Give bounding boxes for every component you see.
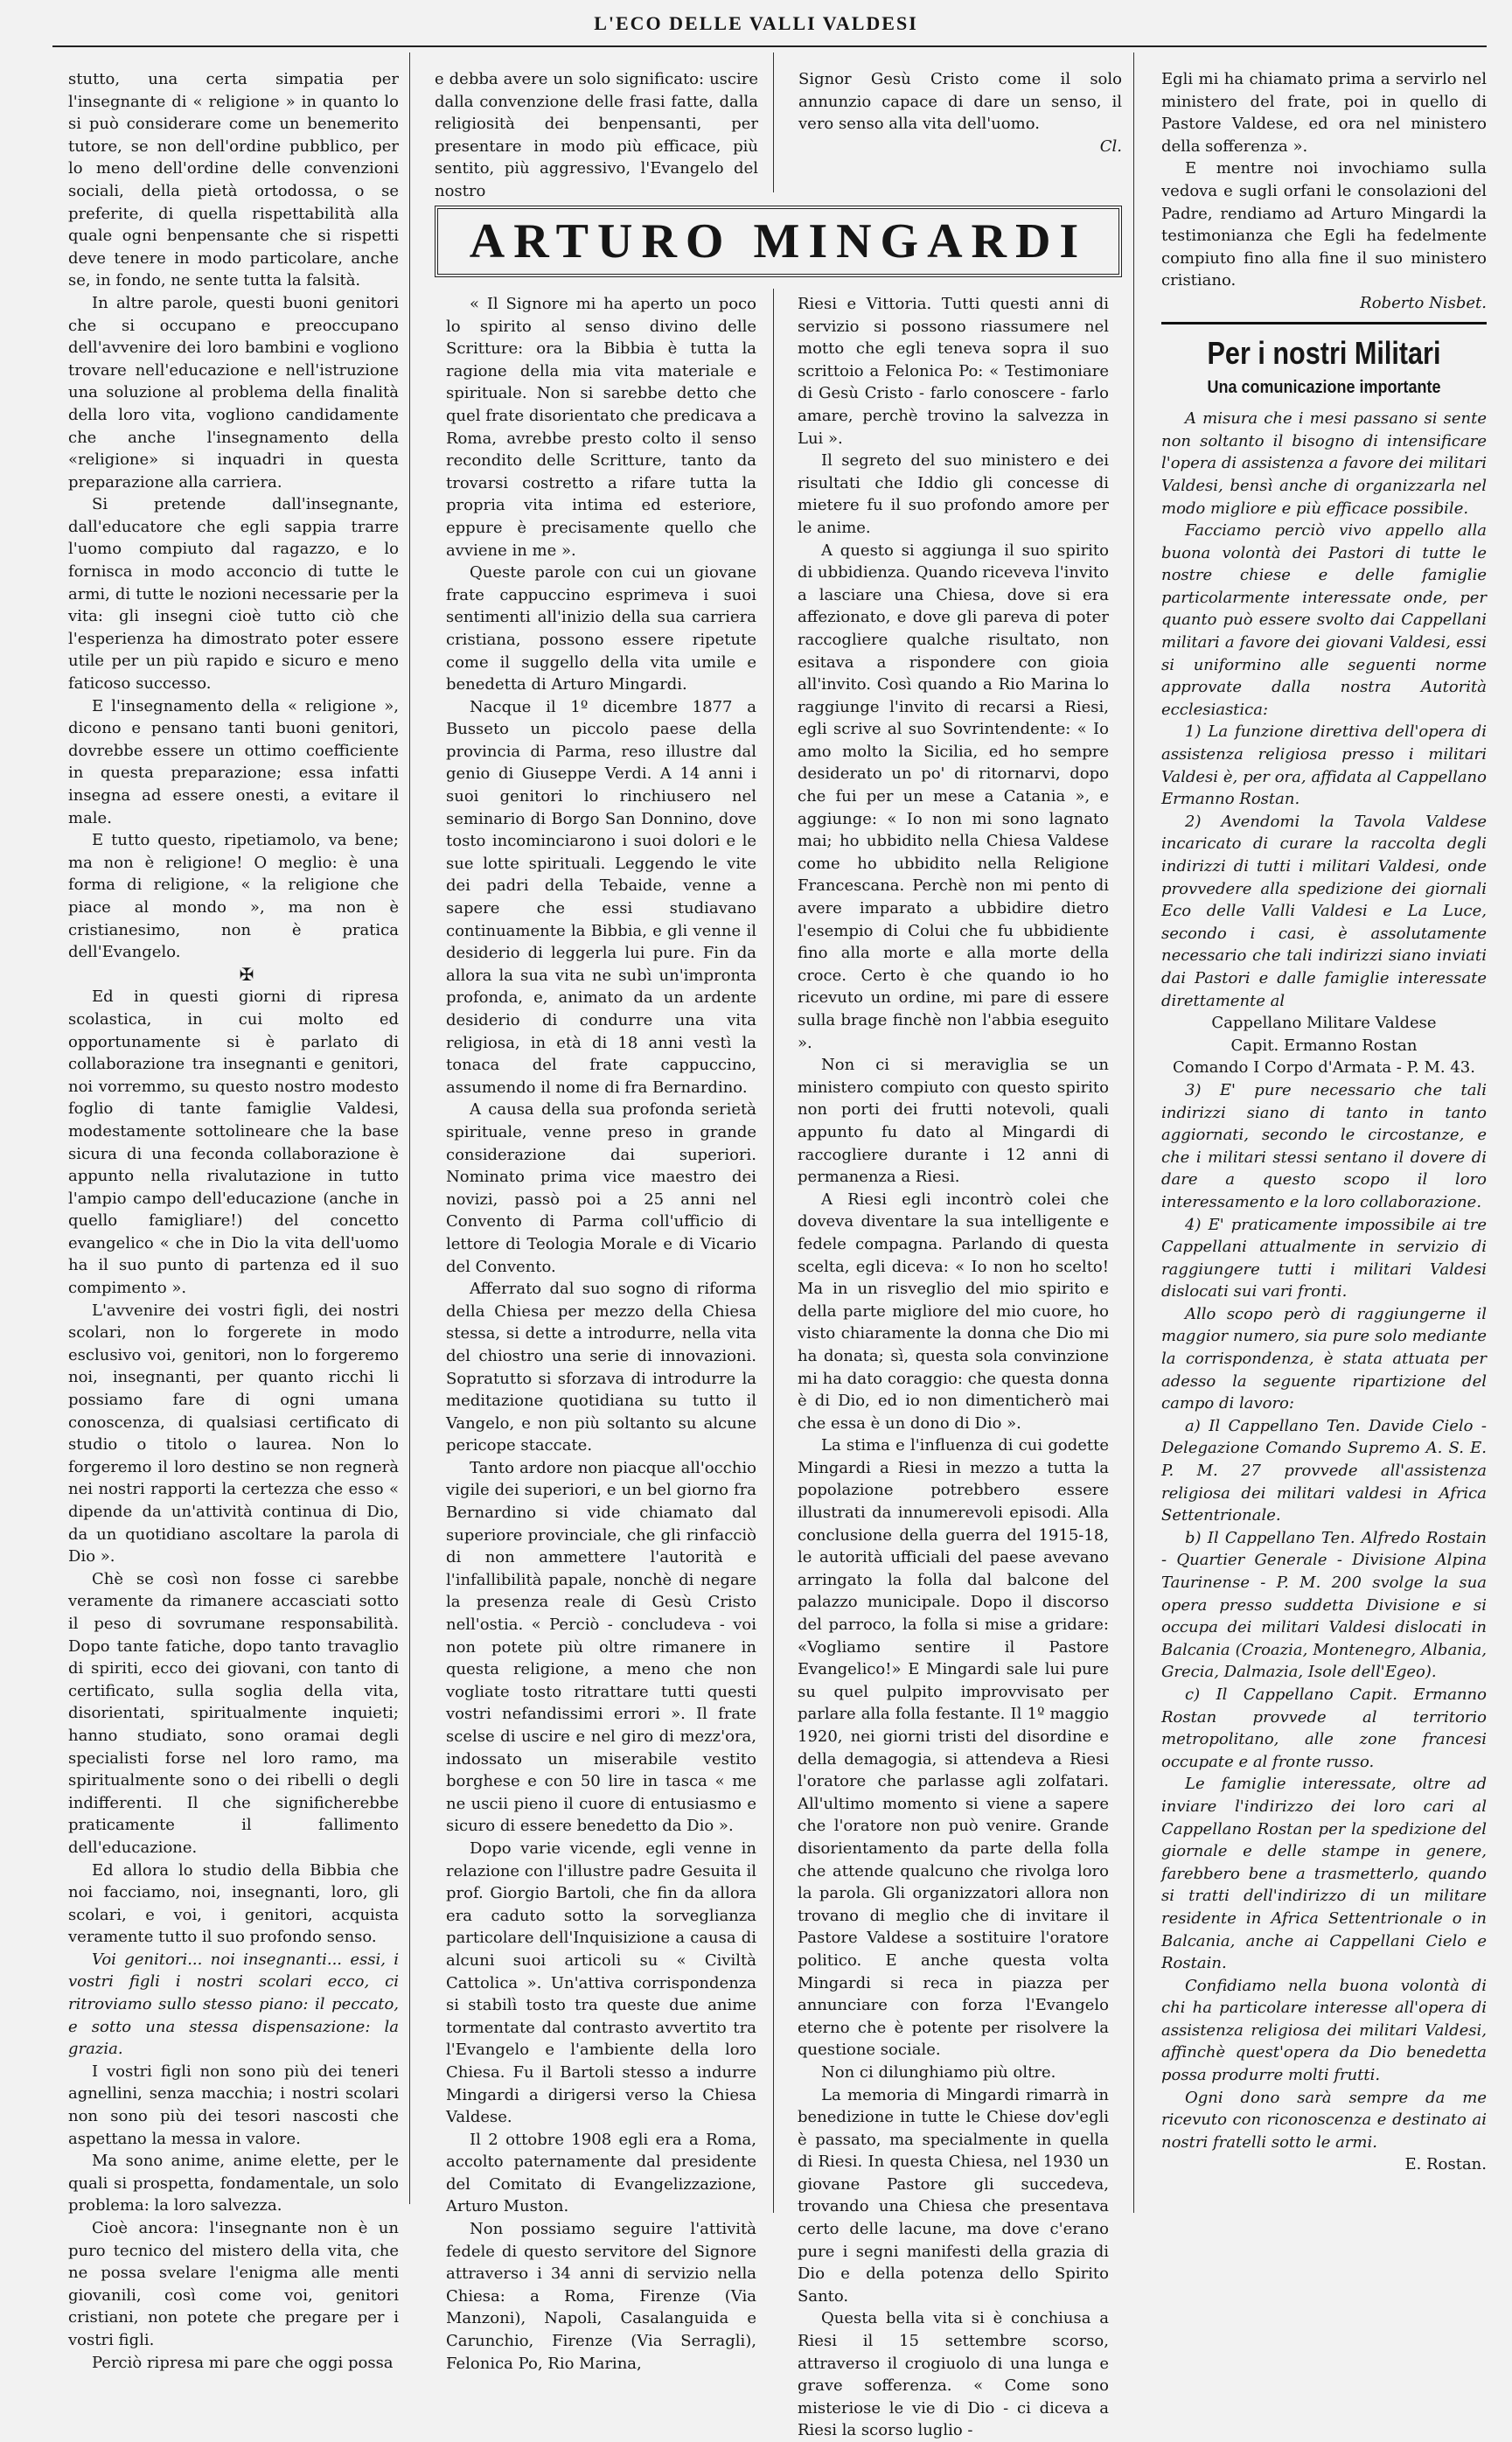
col1-paragraph: stutto, una certa simpatia per l'insegnante di « religione » in quanto lo si può considerare come un benemerito tutore, se non dell'ordine pubblico, per lo meno dell'ordine delle convenzioni sociali, della pietà ortodossa, o se preferite, di quella rispettabilità alla quale ogni benpensante che si rispetti deve tenere in modo particolare, anche se, in fondo, ne sente tutta la falsità.	[68, 70, 399, 290]
col4-paragraph: 2) Avendomi la Tavola Valdese incaricato di curare la raccolta degli indirizzi di tutti i militari Valdesi, onde provvedere alla spedizione dei giornali Eco delle Valli Valdesi e La Luce, secondo i casi, è assolutamente necessario che tali indirizzi siano inviati dai Pastori e dalle famiglie interessate direttamente al	[1161, 812, 1487, 1010]
article-paragraph: Non ci si meraviglia se un ministero compiuto con questo spirito non porti dei frutti notevoli, quali appunto fu dato al Mingardi di raccogliere durante i 12 anni di permanenza a Riesi.	[798, 1056, 1109, 1187]
col1-paragraph: Ed in questi giorni di ripresa scolastica, in cui molto ed opportunamente si è parlato di collaborazione tra insegnanti e genitori, noi vorremmo, su questo nostro modesto foglio di tante famiglie Valdesi, modestamente sottolineare che la base sicura di una feconda collaborazione è appunto nella rivalutazione in tutto l'ampio campo dell'educazione (anche in quello famigliare!) del concetto evangelico « che in Dio la vita dell'uomo ha il suo punto di partenza ed il suo compimento ».	[68, 987, 399, 1298]
article-paragraph: Riesi e Vittoria. Tutti questi anni di servizio si possono riassumere nel motto che egli teneva sopra il suo scrittoio a Felonica Po: « Testimoniare di Gesù Cristo - farlo conoscere - farlo amare, perchè trovino la salvezza in Lui ».	[798, 295, 1109, 448]
article-paragraph: La memoria di Mingardi rimarrà in benedizione in tutte le Chiese dov'egli è passato, ma specialmente in quella di Riesi. In questa Chiesa, nel 1930 un giovane Pastore gli succedeva, trovando una Chiesa che presentava certo delle lacune, ma dove c'erano pure i segni manifesti della grazia di Dio e della potenza dello Spirito Santo.	[798, 2085, 1109, 2306]
top-rule	[52, 45, 1487, 47]
article-paragraph: Il segreto del suo ministero e dei risultati che Iddio gli concesse di mietere fu il suo profondo amore per le anime.	[798, 451, 1109, 537]
article-paragraph: Il 2 ottobre 1908 egli era a Roma, accolto paternamente dal presidente del Comitato di Evangelizzazione, Arturo Muston.	[446, 2130, 756, 2216]
article-paragraph: Non ci dilunghiamo più oltre.	[821, 2062, 1056, 2082]
article-column-b	[798, 293, 1109, 2440]
article-paragraph: La stima e l'influenza di cui godette Mingardi a Riesi in mezzo a tutta la popolazione potrebbero essere illustrati da innumerevoli episodi. Alla conclusione della guerra del 1915-18, le autorità ufficiali del paese avevano arringato la folla dal balcone del palazzo municipale. Dopo il discorso del parroco, la folla si mise a gridare: «Vogliamo sentire il Pastore Evangelico!» E Mingardi sale lui pure su quel pulpito improvvisato per parlare alla folla festante. Il 1º maggio 1920, nei giorni tristi del disordine e della demagogia, si attendeva a Riesi l'oratore che parlasse agli zolfatari. All'ultimo momento si viene a sapere che l'oratore non può venire. Grande disorientamento da parte della folla che attende qualcuno che rivolga loro la parola. Gli organizzatori allora non trovano di meglio che di invitare il Pastore Valdese a sostituire l'oratore politico. E anche questa volta Mingardi si reca in piazza per annunciare con forza l'Evangelo eterno che è potente per risolvere la questione sociale.	[798, 1436, 1109, 2060]
column-divider	[1133, 52, 1134, 2213]
col1-paragraph: L'avvenire dei vostri figli, dei nostri scolari, non lo forgerete in modo esclusivo voi, genitori, non lo forgeremo noi, insegnanti, per quanto ricchi li possiamo fare di ogni umana conoscenza, di qualsiasi certificato di studio o titolo o laurea. Non lo forgeremo il loro destino se non regnerà nei nostri rapporti la certezza che esso « dipende da un'attività continua di Dio, da un quotidiano ascoltare la parola di Dio ».	[68, 1301, 399, 1566]
col1-paragraph: Perciò ripresa mi pare che oggi possa	[92, 2353, 394, 2372]
column-4	[1161, 68, 1487, 2220]
article-paragraph: A questo si aggiunga il suo spirito di ubbidienza. Quando riceveva l'invito a lasciare una Chiesa, dove si era affezionato, e dove gli pareva di poter raccogliere qualche risultato, non esitava a rispondere con gioia all'invito. Così quando a Rio Marina lo raggiunge l'invito di recarsi a Riesi, egli scrive al suo Sovrintendente: « Io amo molto la Sicilia, ed ho sempre desiderato un po' di ritornarvi, dopo che fui per un mese a Catania », e aggiunge: « Io non mi sono lagnato mai; ho ubbidito nella Chiesa Valdese come ho ubbidito nella Religione Francescana. Perchè non mi pento di avere imparato a ubbidire dietro l'esempio di Colui che fu ubbidiente fino alla morte e alla morte della croce. Certo è che quando io ho ricevuto un ordine, mi pare di essere sulla brage finchè non l'abbia eseguito ».	[798, 541, 1109, 1052]
column-2-top	[435, 68, 758, 200]
col1-paragraph: E l'insegnamento della « religione », dicono e pensano tanti buoni genitori, dovrebbe essere un ottimo coefficiente in questa preparazione; essa infatti insegna ad essere onesti, a evitare il male.	[68, 696, 399, 827]
section-heading: Per i nostri Militari	[1207, 334, 1441, 371]
col1-paragraph: Si pretende dall'insegnante, dall'educatore che egli sappia trarre l'uomo compiuto dal ragazzo, e lo fornisca in modo acconcio di tutte le armi, di tutte le nozioni necessarie per la vita: gli insegni cioè tutto ciò che l'esperienza ha dimostrato poter essere utile per un più rapido e sicuro e meno faticoso successo.	[68, 495, 399, 694]
article-paragraph: « Il Signore mi ha aperto un poco lo spirito al senso divino delle Scritture: ora la Bibbia è tutta la ragione della mia vita materiale e spirituale. Non si sarebbe detto che quel frate disorientato che predicava a Roma, avrebbe presto colto il senso recondito delle Scritture, tanto da trovarsi costretto a rifare tutta la propria vita intima ed esteriore, eppure è precisamente quello che avviene in me ».	[446, 295, 756, 560]
col1-paragraph: E tutto questo, ripetiamolo, va bene; ma non è religione! O meglio: è una forma di religione, « la religione che piace al mondo », ma non è cristianesimo, non è pratica dell'Evangelo.	[68, 831, 399, 962]
article-paragraph: Tanto ardore non piacque all'occhio vigile dei superiori, e un bel giorno fra Bernardino si vide chiamato dal superiore provinciale, che gli rinfacciò di non ammettere l'autorità e l'infallibilità papale, nonchè di negare la presenza reale di Gesù Cristo nell'ostia. « Perciò - concludeva - voi non potete più oltre rimanere in questa religione, a meno che non vogliate tosto ritrattare tutti questi vostri nefandissimi errori ». Il frate scelse di uscire e nel giro di mezz'ora, indossato un miserabile vestito borghese e con 50 lire in tasca « me ne uscii pieno il cuore di entusiasmo e sicuro di essere benedetto da Dio ».	[446, 1458, 756, 1836]
address-line: Cappellano Militare Valdese	[1211, 1014, 1437, 1033]
signature: Cl.	[1099, 136, 1122, 156]
col4-paragraph: 1) La funzione direttiva dell'opera di assistenza religiosa presso i militari Valdesi è, per ora, affidata al Cappellano Ermanno Rostan.	[1161, 722, 1487, 809]
col4-paragraph: b) Il Cappellano Ten. Alfredo Rostain - Quartier Generale - Divisione Alpina Taurinense - P. M. 200 svolge la sua opera presso suddetta Divisione e si occupa dei militari Valdesi dislocati in Balcania (Croazia, Montenegro, Albania, Grecia, Dalmazia, Isole dell'Egeo).	[1161, 1528, 1487, 1682]
column-3-top	[798, 68, 1122, 191]
article-paragraph: A Riesi egli incontrò colei che doveva diventare la sua intelligente e fedele compagna. Parlando di questa scelta, egli diceva: « Io non ho scelto! Ma in un risveglio del mio spirito e della parte migliore del mio cuore, ho visto chiaramente la donna che Dio mi ha donata; sì, questa sola convinzione mi ha dato coraggio: che questa donna è di Dio, ed io non dimenticherò mai che essa è un dono di Dio ».	[798, 1190, 1109, 1433]
col2-paragraph: e debba avere un solo significato: uscire dalla convenzione delle frasi fatte, dalla religiosità dei benpensanti, per presentare in modo più efficace, più sentito, più aggressivo, l'Evangelo del nostro	[435, 70, 758, 200]
col4-paragraph: E mentre noi invochiamo sulla vedova e sugli orfani le consolazioni del Padre, rendiamo ad Arturo Mingardi la testimonianza che Egli ha fedelmente compiuto fino alla fine il suo ministero cristiano.	[1161, 159, 1487, 290]
col1-paragraph: Ed allora lo studio della Bibbia che noi facciamo, noi, insegnanti, loro, gli scolari, e voi, i genitori, acquista veramente tutto il suo profondo senso.	[68, 1860, 399, 1947]
col3-paragraph: Signor Gesù Cristo come il solo annunzio capace di dare un senso, il vero senso alla vita dell'uomo.	[798, 70, 1122, 134]
col4-paragraph: Allo scopo però di raggiungerne il maggior numero, sia pure solo mediante la corrispondenza, è stata attuata per adesso la seguente ripartizione del campo di lavoro:	[1161, 1304, 1487, 1413]
col1-paragraph: Cioè ancora: l'insegnante non è un puro tecnico del mistero della vita, che ne possa svelare l'enigma alle menti giovanili, così come voi, genitori cristiani, non potete che pregare per i vostri figli.	[68, 2219, 399, 2349]
col4-paragraph: 3) E' pure necessario che tali indirizzi siano di tanto in tanto aggiornati, secondo le circostanze, e che i militari stessi sentano il dovere di dare a questo scopo il loro interessamento e la loro collaborazione.	[1161, 1080, 1487, 1211]
signature: Roberto Nisbet.	[1360, 293, 1487, 312]
article-paragraph: Afferrato dal suo sogno di riforma della Chiesa per mezzo della Chiesa stessa, si dette a introdurre, nella vita del chiostro una serie di innovazioni. Sopratutto si sforzava di introdurre la meditazione quotidiana su tutto il Vangelo, e non più soltanto su alcune pericope staccate.	[446, 1280, 756, 1455]
col1-paragraph: Ma sono anime, anime elette, per le quali si prospetta, fondamentale, un solo problema: la loro salvezza.	[68, 2152, 399, 2215]
col4-paragraph: a) Il Cappellano Ten. Davide Cielo - Delegazione Comando Supremo A. S. E. P. M. 27 provvede all'assistenza religiosa dei militari valdesi in Africa Settentrionale.	[1161, 1416, 1487, 1525]
col4-paragraph: Egli mi ha chiamato prima a servirlo nel ministero del frate, poi in quello di Pastore Valdese, ed ora nel ministero della sofferenza ».	[1161, 70, 1487, 156]
masthead: L'ECO DELLE VALLI VALDESI	[594, 12, 918, 34]
col4-paragraph: Confidiamo nella buona volontà di chi ha particolare interesse all'opera di assistenza religiosa dei militari Valdesi, affinchè quest'opera da Dio benedetta possa produrre molti frutti.	[1161, 1976, 1487, 2085]
col4-paragraph: Facciamo perciò vivo appello alla buona volontà dei Pastori di tutte le nostre chiese e delle famiglie particolarmente interessate onde, per quanto può essere svolto dai Cappellani militari a favore dei giovani Valdesi, essi si uniformino alle seguenti norme approvate dalla nostra Autorità ecclesiastica:	[1161, 521, 1487, 719]
column-divider	[773, 52, 774, 192]
col1-paragraph: I vostri figli non sono più dei teneri agnellini, senza macchia; i nostri scolari non sono più dei tesori nascosti che aspettano la messa in valore.	[68, 2062, 399, 2148]
col1-paragraph: In altre parole, questi buoni genitori che si occupano e preoccupano dell'avvenire dei loro bambini e vogliono trovare nell'educazione e nell'istruzione una soluzione al problema della finalità della loro vita, vogliono candidamente che anche l'insegnamento della «religione» si inquadri in questa preparazione alla carriera.	[68, 293, 399, 492]
col4-paragraph: Ogni dono sarà sempre da me ricevuto con riconoscenza e destinato ai nostri fratelli sotto le armi.	[1161, 2088, 1487, 2152]
col4-paragraph: Le famiglie interessate, oltre ad inviare l'indirizzo dei loro cari al Cappellano Rostan per la spedizione del giornale e delle stampe in genere, farebbero bene a trasmetterlo, quando si tratti dell'indirizzo di un militare residente in Africa Settentrionale o in Balcania, anche ai Cappellani Cielo e Rostain.	[1161, 1775, 1487, 1973]
col1-paragraph: Voi genitori... noi insegnanti... essi, i vostri figli i nostri scolari ecco, ci ritroviamo sullo stesso piano: il peccato, e sotto una stessa dispensazione: la grazia.	[68, 1950, 399, 2059]
article-column-a	[446, 293, 756, 2373]
cross-ornament: ✠	[239, 963, 254, 985]
column-divider	[773, 289, 774, 2213]
article-title-box	[435, 206, 1122, 277]
col4-paragraph: A misura che i mesi passano si sente non soltanto il bisogno di intensificare l'opera di assistenza a favore dei militari Valdesi, bensì anche di organizzarla nel modo migliore e più efficace possibile.	[1161, 409, 1487, 518]
article-paragraph: Nacque il 1º dicembre 1877 a Busseto un piccolo paese della provincia di Parma, reso illustre dal genio di Giuseppe Verdi. A 14 anni i suoi genitori lo rinchiusero nel seminario di Borgo San Donnino, dove tosto incominciarono i suoi dolori e le sue lotte spirituali. Leggendo le vite dei padri della Tebaide, venne a sapere che essi studiavano continuamente la Bibbia, e gli venne il desiderio di leggerla lui pure. Fin da allora la sua vita ne subì un'impronta profonda, e, animato da un ardente desiderio di condurre una vita religiosa, in età di 18 anni vestì la tonaca del frate cappuccino, assumendo il nome di fra Bernardino.	[446, 697, 756, 1097]
column-divider	[409, 52, 410, 2204]
article-paragraph: Non possiamo seguire l'attività fedele di questo servitore del Signore attraverso i 34 anni di servizio nella Chiesa: a Roma, Firenze (Via Manzoni), Napoli, Casalanguida e Carunchio, Firenze (Via Serragli), Felonica Po, Rio Marina,	[446, 2220, 756, 2373]
article-paragraph: Dopo varie vicende, egli venne in relazione con l'illustre padre Gesuita il prof. Giorgio Bartoli, che fin da allora era caduto sotto la sorveglianza particolare dell'Inquisizione a causa di alcuni suoi articoli su « Civiltà Cattolica ». Un'attiva corrispondenza si stabilì tosto tra queste due anime tormentate dal contrasto avvertito tra l'Evangelo e l'ambiente della loro Chiesa. Fu il Bartoli stesso a indurre Mingardi a dirigersi verso la Chiesa Valdese.	[446, 1838, 756, 2127]
signature: E. Rostan.	[1404, 2155, 1487, 2174]
address-line: Comando I Corpo d'Armata - P. M. 43.	[1173, 1058, 1475, 1078]
section-subheading: Una comunicazione importante	[1207, 377, 1441, 397]
section-rule	[1161, 322, 1487, 324]
col4-paragraph: 4) E' praticamente impossibile ai tre Cappellani attualmente in servizio di raggiungere tutti i militari Valdesi dislocati sui vari fronti.	[1161, 1215, 1487, 1301]
col1-paragraph: Chè se così non fosse ci sarebbe veramente da rimanere accasciati sotto il peso di sovrumane responsabilità. Dopo tante fatiche, dopo tanto travaglio di spiriti, ecco dei giovani, con tanto di certificato, sulla soglia della vita, disorientati, spiritualmente inquieti; hanno studiato, sono oramai degli specialisti forse nel loro ramo, ma spiritualmente sono o dei ribelli o degli indifferenti. Il che significherebbe praticamente il fallimento dell'educazione.	[68, 1569, 399, 1857]
column-1	[68, 68, 399, 2372]
article-paragraph: A causa della sua profonda serietà spirituale, venne preso in grande considerazione dai superiori. Nominato prima vice maestro dei novizi, passò poi a 25 anni nel Convento di Parma coll'ufficio di lettore di Teologia Morale e di Vicario del Convento.	[446, 1100, 756, 1276]
article-paragraph: Questa bella vita si è conchiusa a Riesi il 15 settembre scorso, attraverso il crogiuolo di una lunga e grave sofferenza. « Come sono misteriose le vie di Dio - ci diceva a Riesi la scorso luglio -	[798, 2309, 1109, 2440]
address-line: Capit. Ermanno Rostan	[1230, 1036, 1418, 1055]
article-paragraph: Queste parole con cui un giovane frate cappuccino esprimeva i suoi sentimenti all'inizio della sua carriera cristiana, possono essere ripetute come il suggello della vita umile e benedetta di Arturo Mingardi.	[446, 563, 756, 694]
col4-paragraph: c) Il Cappellano Capit. Ermanno Rostan provvede al territorio metropolitano, alle zone francesi occupate e al fronte russo.	[1161, 1685, 1487, 1771]
article-title: ARTURO MINGARDI	[469, 214, 1088, 269]
